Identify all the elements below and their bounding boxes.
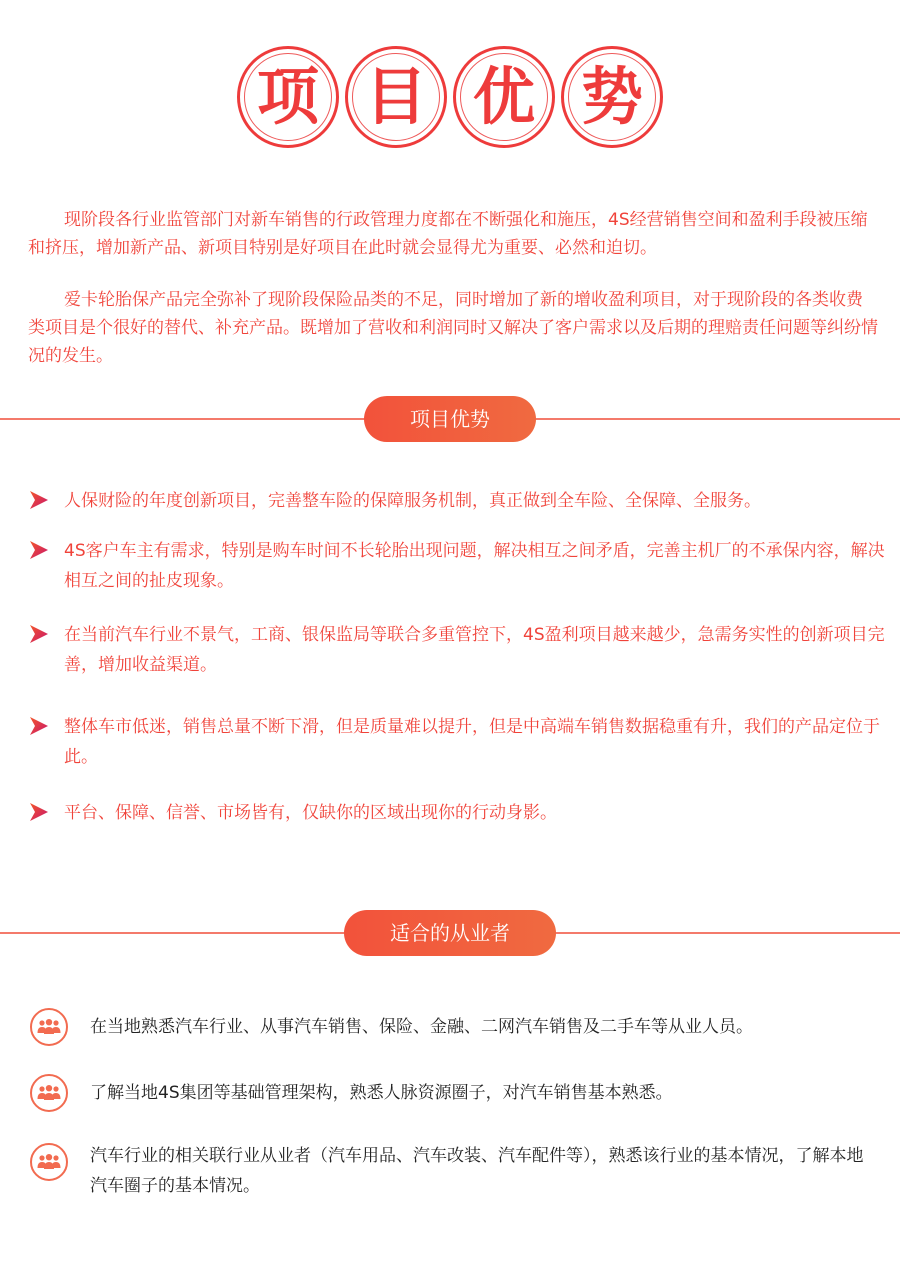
practitioner-item-1 [30,1012,880,1046]
advantage-item-1 [28,486,890,516]
title-char-4: 势 [580,60,643,133]
intro-paragraph-1: 现阶段各行业监管部门对新车销售的行政管理力度都在不断强化和施压，4S经营销售空间和盈利手段被压缩和挤压，增加新产品、新项目特别是好项目在此时就会显得尤为重要、必然和迫切。 [28,210,868,258]
title-char-3: 优 [472,60,535,133]
page-title [0,46,900,150]
title-circle-1 [237,46,339,148]
practitioner-item-2 [30,1078,880,1112]
advantage-item-5 [28,798,890,828]
practitioner-item-3 [30,1141,880,1201]
people-group-icon [30,1008,68,1046]
arrow-right-icon [28,489,50,511]
title-circle-3 [453,46,555,148]
advantage-text-3: 在当前汽车行业不景气，工商、银保监局等联合多重管控下，4S盈利项目越来越少，急需务实性的创新项目完善，增加收益渠道。 [64,625,885,675]
people-group-icon [30,1074,68,1112]
title-char-2: 目 [364,60,427,133]
advantage-text-4: 整体车市低迷，销售总量不断下滑，但是质量难以提升，但是中高端车销售数据稳重有升，我们的产品定位于此。 [64,717,880,767]
practitioners-section-header [0,910,900,956]
arrow-right-icon [28,715,50,737]
advantage-text-1: 人保财险的年度创新项目，完善整车险的保障服务机制，真正做到全车险、全保障、全服务。 [64,491,761,511]
advantage-item-3 [28,620,890,680]
advantage-text-2: 4S客户车主有需求，特别是购车时间不长轮胎出现问题，解决相互之间矛盾，完善主机厂的不承保内容，解决相互之间的扯皮现象。 [64,541,885,591]
advantage-text-5: 平台、保障、信誉、市场皆有，仅缺你的区域出现你的行动身影。 [64,803,557,823]
advantages-section-header [0,396,900,442]
practitioner-text-3: 汽车行业的相关联行业从业者（汽车用品、汽车改装、汽车配件等），熟悉该行业的基本情况，了解本地汽车圈子的基本情况。 [90,1146,864,1196]
arrow-right-icon [28,623,50,645]
people-group-icon [30,1143,68,1181]
title-circle-2 [345,46,447,148]
intro-paragraph-2: 爱卡轮胎保产品完全弥补了现阶段保险品类的不足，同时增加了新的增收盈利项目，对于现阶段的各类收费类项目是个很好的替代、补充产品。既增加了营收和利润同时又解决了客户需求以及后期的理赔责任问题等纠纷情况的发生。 [28,290,878,366]
advantage-item-4 [28,712,890,772]
arrow-right-icon [28,539,50,561]
practitioner-text-2: 了解当地4S集团等基础管理架构，熟悉人脉资源圈子，对汽车销售基本熟悉。 [90,1083,673,1103]
title-char-1: 项 [256,60,319,133]
practitioner-text-1: 在当地熟悉汽车行业、从事汽车销售、保险、金融、二网汽车销售及二手车等从业人员。 [90,1017,753,1037]
advantage-item-2 [28,536,890,596]
arrow-right-icon [28,801,50,823]
advantages-heading: 项目优势 [364,396,536,442]
title-circle-4 [561,46,663,148]
practitioners-heading: 适合的从业者 [344,910,556,956]
